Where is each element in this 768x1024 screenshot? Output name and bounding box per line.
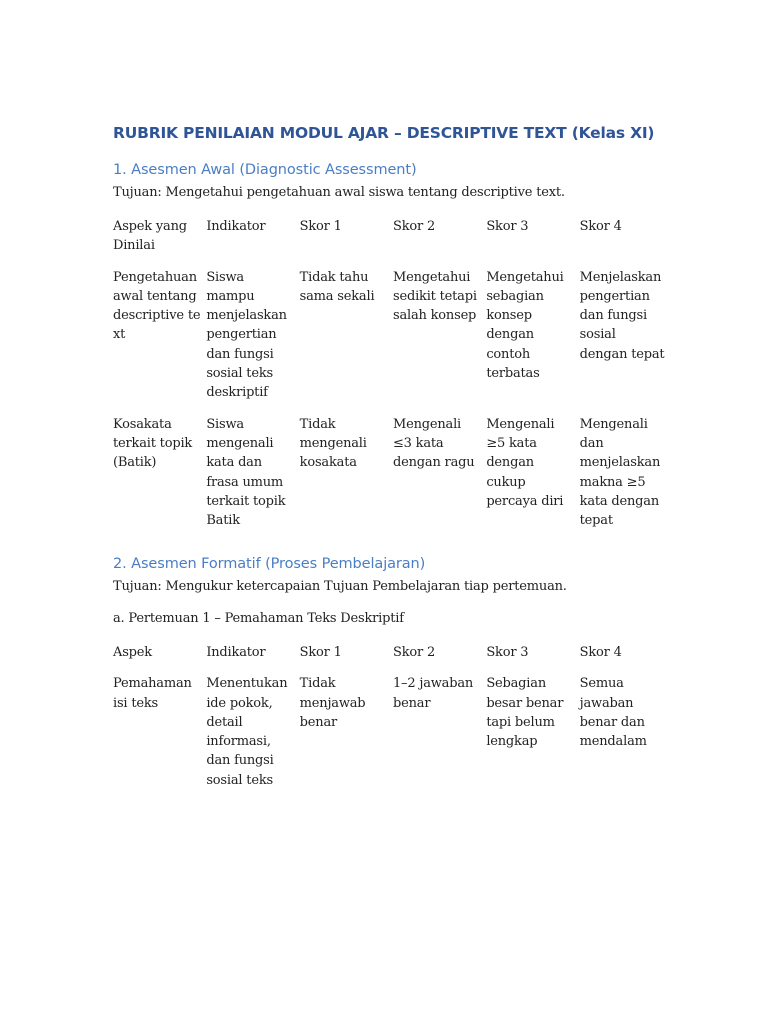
table-row	[113, 674, 673, 790]
header-cell: Skor 3	[486, 645, 529, 660]
header-cell: Skor 1	[299, 645, 342, 660]
header-cell: Skor 1	[299, 219, 342, 234]
formative-rubric-table	[113, 643, 673, 790]
table-cell: Pengetahuan awal tentang descriptive text	[113, 269, 201, 343]
table-cell: Sebagian besar benar tapi belum lengkap	[486, 676, 564, 750]
header-cell: Skor 2	[392, 645, 436, 660]
header-cell: Aspek yang Dinilai	[113, 219, 187, 254]
table-cell: Siswa mengenali kata dan frasa umum terkait topik Batik	[206, 416, 286, 529]
section1-heading: 1. Asesmen Awal (Diagnostic Assessment)	[113, 162, 417, 178]
header-cell: Skor 3	[486, 219, 529, 234]
table-cell: 1–2 jawaban benar	[392, 676, 474, 711]
section2-subheading: a. Pertemuan 1 – Pemahaman Teks Deskriptif	[113, 611, 404, 626]
header-cell: Skor 2	[392, 219, 436, 234]
diagnostic-rubric-table	[113, 217, 673, 530]
section2-purpose: Tujuan: Mengukur ketercapaian Tujuan Pembelajaran tiap pertemuan.	[113, 579, 567, 594]
table-cell: Mengenali dan menjelaskan makna ≥5 kata dengan tepat	[579, 416, 661, 529]
header-cell: Indikator	[206, 645, 266, 660]
table-cell: Siswa mampu menjelaskan pengertian dan fungsi sosial teks deskriptif	[206, 269, 287, 401]
table-cell: Pemahaman isi teks	[113, 676, 192, 711]
header-cell: Aspek	[113, 645, 152, 660]
header-cell: Skor 4	[579, 645, 622, 660]
table-cell: Menentukan ide pokok, detail informasi, dan fungsi sosial teks	[206, 676, 288, 788]
table-cell: Menjelaskan pengertian dan fungsi sosial dengan tepat	[579, 269, 665, 362]
table-cell: Mengetahui sedikit tetapi salah konsep	[392, 269, 477, 324]
table-cell: Mengenali ≤3 kata dengan ragu	[392, 416, 475, 471]
table-cell: Tidak menjawab benar	[299, 676, 366, 730]
section1-purpose: Tujuan: Mengetahui pengetahuan awal siswa tentang descriptive text.	[113, 185, 565, 200]
section2-heading: 2. Asesmen Formatif (Proses Pembelajaran)	[113, 556, 426, 572]
table-cell: Tidak tahu sama sekali	[299, 269, 375, 304]
table-row	[113, 268, 673, 415]
table-cell: Tidak mengenali kosakata	[299, 416, 367, 471]
table-cell: Mengetahui sebagian konsep dengan contoh terbatas	[486, 269, 564, 382]
table-header-row	[113, 217, 673, 268]
table-cell: Mengenali ≥5 kata dengan cukup percaya diri	[486, 416, 564, 509]
table-cell: Semua jawaban benar dan mendalam	[579, 676, 647, 750]
header-cell: Indikator	[206, 219, 266, 234]
table-cell: Kosakata terkait topik (Batik)	[113, 416, 193, 471]
table-header-row	[113, 643, 673, 674]
header-cell: Skor 4	[579, 219, 622, 234]
table-row	[113, 415, 673, 531]
document-title: RUBRIK PENILAIAN MODUL AJAR – DESCRIPTIVE TEXT (Kelas XI)	[113, 124, 655, 142]
